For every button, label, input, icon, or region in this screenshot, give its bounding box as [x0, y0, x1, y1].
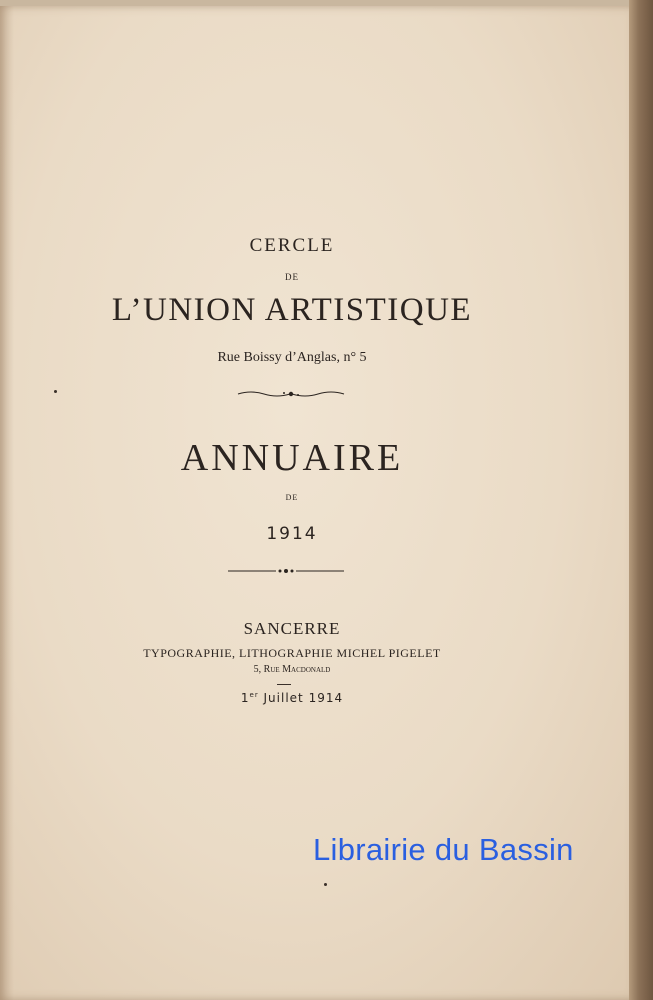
paper-speck	[54, 390, 57, 393]
paper-speck	[324, 883, 327, 886]
date-rest: Juillet 1914	[258, 691, 344, 705]
printer-city: SANCERRE	[243, 619, 341, 638]
year: 1914	[266, 524, 318, 544]
seller-watermark: Librairie du Bassin	[313, 832, 574, 867]
publication-date	[0, 691, 584, 705]
club-name: L’UNION ARTISTIQUE	[111, 292, 473, 328]
book-cover-edge	[629, 0, 653, 1000]
heading-de-2: DE	[285, 493, 299, 502]
printer-name: TYPOGRAPHIE, LITHOGRAPHIE MICHEL PIGELET	[143, 646, 441, 660]
club-address: Rue Boissy d’Anglas, n° 5	[217, 350, 367, 365]
ornament-divider-2	[226, 566, 346, 576]
printer-address: 5, Rue Macdonald	[253, 664, 331, 675]
short-rule	[277, 684, 291, 685]
heading-annuaire: ANNUAIRE	[180, 437, 404, 479]
date-suffix: er	[249, 691, 259, 699]
heading-cercle: CERCLE	[249, 235, 335, 256]
heading-de-1: DE	[285, 272, 299, 282]
spine-shadow	[0, 6, 14, 1000]
ornament-divider-1	[236, 388, 346, 400]
date-day: 1	[240, 691, 250, 705]
